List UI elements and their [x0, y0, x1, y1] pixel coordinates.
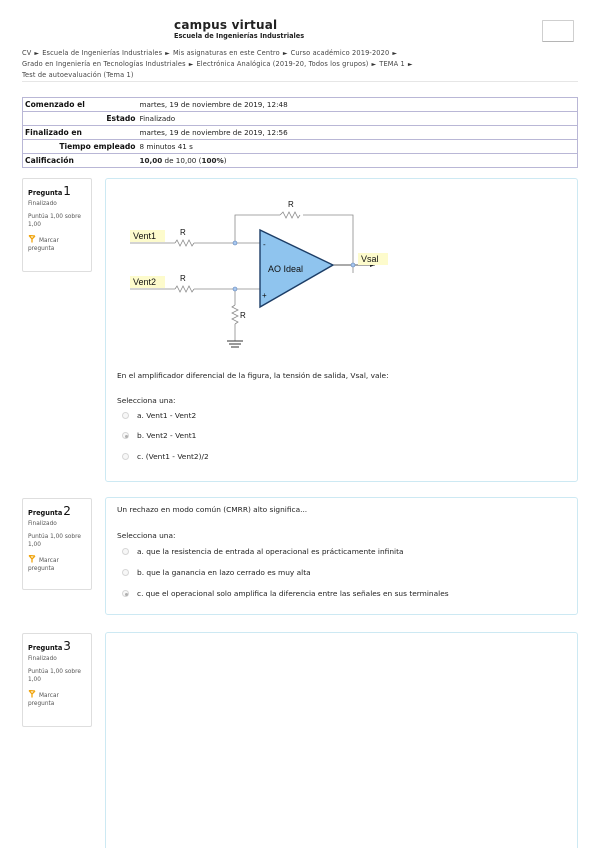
summary-row-state: [23, 112, 578, 126]
question-state: Finalizado: [28, 656, 57, 662]
answer-option-b[interactable]: b. que la ganancia en lazo cerrado es muy alta: [122, 568, 311, 577]
breadcrumb-item-course[interactable]: Electrónica Analógica (2019-20, Todos los grupos): [196, 60, 369, 68]
vsal-label: Vsal: [361, 254, 379, 264]
summary-value: 8 minutos 41 s: [138, 140, 578, 154]
breadcrumb-divider: [22, 81, 578, 82]
resistor-label: R: [240, 311, 246, 320]
summary-label: Comenzado el: [25, 100, 85, 109]
question-state: Finalizado: [28, 521, 57, 527]
breadcrumb-item-school[interactable]: Escuela de Ingenierías Industriales: [42, 49, 163, 57]
breadcrumb-separator-icon: ►: [188, 61, 194, 68]
opamp-label: AO Ideal: [268, 264, 304, 274]
differential-amplifier-figure: [120, 185, 400, 360]
flag-question-button[interactable]: Marcar pregunta: [28, 690, 86, 708]
question-grade: Puntúa 1,00 sobre 1,00: [28, 214, 81, 228]
breadcrumb-separator-icon: ►: [165, 50, 170, 57]
summary-value: [138, 154, 578, 168]
question-grade: Puntúa 1,00 sobre 1,00: [28, 669, 81, 683]
question-text: En el amplificador diferencial de la figura, la tensión de salida, Vsal, vale:: [117, 371, 389, 380]
breadcrumb-separator-icon: ►: [371, 61, 377, 68]
summary-label: Finalizado en: [23, 126, 138, 140]
breadcrumb-item-cv[interactable]: CV: [22, 49, 32, 57]
question-info-1: [22, 178, 92, 272]
grade-of: de 10,00 (: [162, 156, 202, 165]
vent2-label: Vent2: [133, 277, 157, 287]
breadcrumb-item-quiz[interactable]: Test de autoevaluación (Tema 1): [22, 71, 134, 79]
answer-option-a[interactable]: a. Vent1 - Vent2: [122, 411, 196, 420]
minus-sign: -: [263, 240, 266, 249]
resistor-label: R: [180, 274, 186, 283]
breadcrumb-separator-icon: ►: [392, 50, 398, 57]
site-title[interactable]: campus virtual: [174, 18, 278, 32]
answer-option-b[interactable]: b. Vent2 - Vent1: [122, 431, 196, 440]
summary-value: martes, 19 de noviembre de 2019, 12:48: [139, 100, 288, 109]
plus-sign: +: [262, 291, 267, 300]
question-number: Pregunta2: [28, 504, 71, 518]
question-state: Finalizado: [28, 201, 57, 207]
summary-label: Estado: [23, 112, 138, 126]
site-subtitle: Escuela de Ingenierías Industriales: [174, 32, 305, 40]
breadcrumb-separator-icon: ►: [282, 50, 288, 57]
grade-percent: 100%: [201, 156, 224, 165]
summary-value: martes, 19 de noviembre de 2019, 12:56: [138, 126, 578, 140]
summary-row-time-taken: [23, 140, 578, 154]
answer-option-c[interactable]: c. que el operacional solo amplifica la diferencia entre las señales en sus terminales: [122, 589, 449, 598]
radio-button[interactable]: [122, 412, 129, 419]
summary-value: Finalizado: [138, 112, 578, 126]
header-button[interactable]: [542, 20, 574, 42]
summary-label: Calificación: [23, 154, 138, 168]
question-info-3: [22, 633, 92, 727]
answer-prompt: Selecciona una:: [117, 396, 176, 405]
resistor-label: R: [288, 200, 294, 209]
flag-icon: [28, 235, 36, 243]
summary-label: Tiempo empleado: [23, 140, 138, 154]
answer-prompt: Selecciona una:: [117, 531, 176, 540]
flag-icon: [28, 690, 36, 698]
flag-icon: [28, 555, 36, 563]
radio-button[interactable]: [122, 548, 129, 555]
attempt-summary-table: [22, 97, 578, 168]
summary-row-finished: [23, 126, 578, 140]
summary-row-grade: [23, 154, 578, 168]
radio-button[interactable]: [122, 432, 129, 439]
breadcrumb-item-degree[interactable]: Grado en Ingeniería en Tecnologías Industriales: [22, 60, 186, 68]
flag-question-button[interactable]: Marcar pregunta: [28, 235, 86, 253]
breadcrumb: [22, 48, 582, 80]
question-grade: Puntúa 1,00 sobre 1,00: [28, 534, 81, 548]
resistor-label: R: [180, 228, 186, 237]
radio-button[interactable]: [122, 453, 129, 460]
radio-button[interactable]: [122, 590, 129, 597]
grade-close: ): [223, 156, 227, 165]
breadcrumb-item-academic-year[interactable]: Curso académico 2019-2020: [290, 49, 390, 57]
breadcrumb-item-topic[interactable]: TEMA 1: [379, 60, 405, 68]
radio-button[interactable]: [122, 569, 129, 576]
question-text: Un rechazo en modo común (CMRR) alto significa...: [117, 505, 308, 514]
answer-option-a[interactable]: a. que la resistencia de entrada al operacional es prácticamente infinita: [122, 547, 404, 556]
question-content-3: [105, 632, 578, 848]
question-info-2: [22, 498, 92, 590]
breadcrumb-separator-icon: ►: [34, 50, 40, 57]
summary-row-started: [23, 98, 578, 112]
question-number: Pregunta1: [28, 184, 71, 198]
question-number: Pregunta3: [28, 639, 71, 653]
answer-option-c[interactable]: c. (Vent1 - Vent2)/2: [122, 452, 209, 461]
breadcrumb-item-my-courses[interactable]: Mis asignaturas en este Centro: [172, 49, 280, 57]
flag-question-button[interactable]: Marcar pregunta: [28, 555, 86, 573]
vent1-label: Vent1: [133, 231, 157, 241]
grade-score: 10,00: [139, 156, 163, 165]
breadcrumb-separator-icon: ►: [407, 61, 413, 68]
